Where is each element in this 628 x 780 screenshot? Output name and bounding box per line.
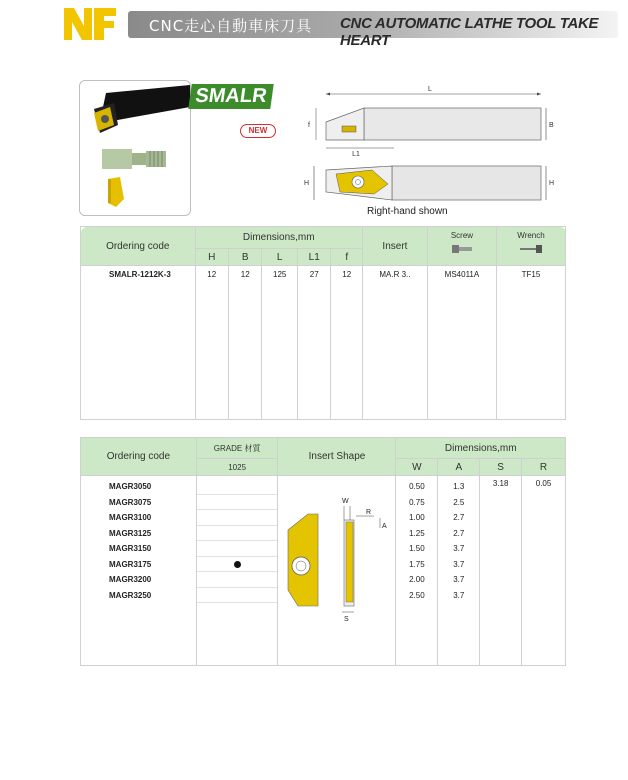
- dim-label-B: B: [549, 122, 554, 129]
- dim-label-L: L: [428, 86, 432, 93]
- insert-W-value: 1.25: [409, 528, 425, 538]
- grade-mark-cell: [197, 526, 278, 542]
- grade-mark-cell: [197, 510, 278, 526]
- insert-A-value: 3.7: [453, 544, 465, 553]
- t2-ordering-code-head: Ordering code: [81, 438, 197, 476]
- t2-insert-shape-head: Insert Shape: [278, 438, 396, 476]
- grade-mark-cell: [197, 479, 278, 495]
- insert-table: [80, 437, 566, 666]
- shape-label-A: A: [382, 523, 388, 530]
- insert-W-value: 1.75: [409, 559, 425, 569]
- insert-A-value: 2.5: [453, 497, 465, 507]
- grade-mark-cell: [197, 541, 278, 557]
- t1-screw-head: [427, 227, 496, 266]
- t2-A-col: [438, 476, 480, 666]
- insert-A-value: 3.7: [453, 559, 465, 569]
- tool-drawing: [296, 80, 558, 210]
- wrench-icon: [518, 243, 544, 255]
- insert-code: MAGR3050: [109, 482, 152, 491]
- t1-f: 12: [331, 266, 363, 284]
- t1-col-L1: L1: [297, 249, 331, 266]
- t1-col-H: H: [195, 249, 228, 266]
- insert-W-value: 1.50: [409, 544, 425, 553]
- t2-dimensions-head: Dimensions,mm: [396, 438, 566, 459]
- t2-grade-col: [196, 476, 278, 666]
- insert-A-value: 3.7: [453, 590, 465, 600]
- t2-col-S: S: [480, 459, 522, 476]
- insert-code: MAGR3200: [109, 575, 152, 584]
- page-header: [0, 0, 628, 52]
- grade-mark-cell: [197, 572, 278, 588]
- t2-code-col: [81, 476, 197, 666]
- insert-code: MAGR3125: [109, 528, 152, 538]
- grade-mark-cell: [197, 588, 278, 604]
- t1-L1: 27: [297, 266, 331, 284]
- t1-B: 12: [228, 266, 261, 284]
- t1-wrench-label: Wrench: [517, 231, 545, 240]
- grade-available-dot-icon: [234, 561, 241, 568]
- t1-screw: MS4011A: [427, 266, 496, 284]
- product-name-tag: SMALR: [188, 84, 274, 109]
- t2-col-A: A: [438, 459, 480, 476]
- t1-insert-head: Insert: [362, 227, 427, 266]
- t1-insert: MA.R 3..: [362, 266, 427, 284]
- t1-col-f: f: [331, 249, 363, 266]
- new-badge: NEW: [240, 124, 276, 138]
- insert-W-value: 0.75: [409, 497, 425, 507]
- t2-col-R: R: [522, 459, 566, 476]
- insert-code: MAGR3100: [109, 513, 152, 522]
- dim-label-H-right: H: [549, 180, 555, 187]
- dim-label-H-left: H: [304, 180, 310, 187]
- insert-code: MAGR3150: [109, 544, 152, 553]
- t2-R-value: 0.05: [522, 476, 566, 666]
- t1-ordering-code-head: Ordering code: [81, 227, 196, 266]
- t2-grade-code: 1025: [196, 459, 278, 476]
- insert-A-value: 2.7: [453, 513, 465, 522]
- shape-label-R: R: [366, 509, 372, 516]
- t2-S-value: 3.18: [480, 476, 522, 666]
- header-title-cn: CNC走心自動車床刀具: [149, 17, 313, 35]
- insert-shape-cell: [278, 476, 396, 666]
- insert-W-value: 2.50: [409, 590, 425, 600]
- screw-icon: [450, 243, 474, 255]
- right-hand-caption: Right-hand shown: [367, 206, 448, 217]
- t1-dimensions-head: Dimensions,mm: [195, 227, 362, 249]
- toolholder-table: [80, 226, 566, 420]
- t1-H: 12: [195, 266, 228, 284]
- insert-shape-drawing: [278, 486, 394, 626]
- t2-W-col: [396, 476, 438, 666]
- table-row: [81, 266, 566, 284]
- grade-mark-cell: [197, 557, 278, 573]
- insert-A-value: 3.7: [453, 575, 465, 584]
- insert-code: MAGR3075: [109, 497, 152, 507]
- t1-screw-label: Screw: [450, 231, 474, 240]
- shape-label-W: W: [342, 498, 350, 505]
- dim-label-f: f: [308, 122, 310, 129]
- insert-W-value: 2.00: [409, 575, 425, 584]
- t1-wrench-head: [497, 227, 566, 266]
- t1-wrench: TF15: [497, 266, 566, 284]
- t2-grade-head: GRADE 材質: [196, 438, 278, 459]
- insert-code: MAGR3175: [109, 559, 152, 569]
- tool-photo-icon: [80, 81, 192, 217]
- t1-col-B: B: [228, 249, 261, 266]
- product-photo-box: [79, 80, 191, 216]
- t2-col-W: W: [396, 459, 438, 476]
- t1-code: SMALR-1212K-3: [81, 266, 196, 284]
- t1-col-L: L: [262, 249, 298, 266]
- insert-A-value: 1.3: [453, 482, 465, 491]
- nf-logo-icon: [62, 6, 118, 42]
- insert-A-value: 2.7: [453, 528, 465, 538]
- grade-mark-cell: [197, 495, 278, 511]
- insert-W-value: 1.00: [409, 513, 425, 522]
- dim-label-L1: L1: [352, 151, 360, 158]
- t1-L: 125: [262, 266, 298, 284]
- insert-code: MAGR3250: [109, 590, 152, 600]
- shape-label-S: S: [344, 616, 350, 623]
- insert-W-value: 0.50: [409, 482, 425, 491]
- header-title-en: CNC AUTOMATIC LATHE TOOL TAKE HEART: [340, 15, 599, 49]
